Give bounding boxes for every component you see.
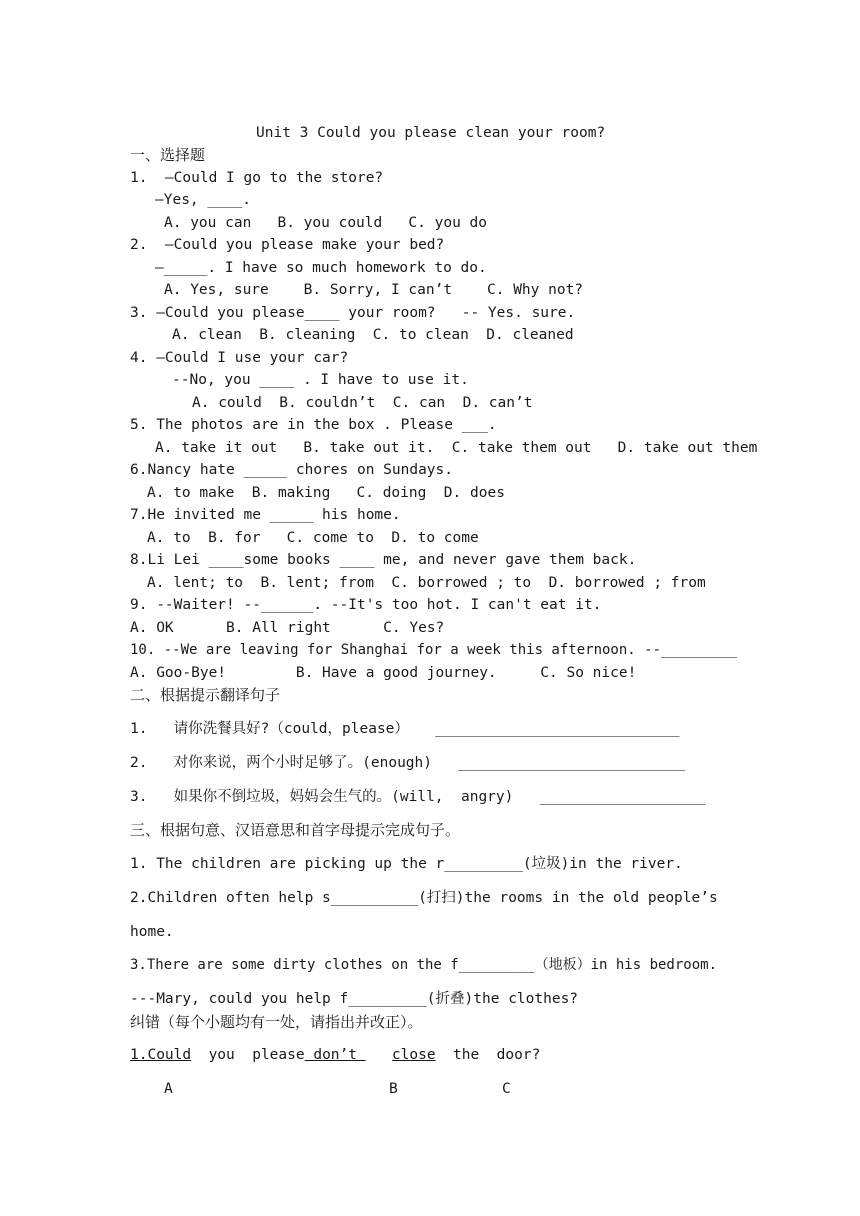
underlined-segment-a: 1.Could xyxy=(130,1047,192,1063)
options-line: A. you can B. you could C. you do xyxy=(164,215,488,231)
sentence-text: you please xyxy=(191,1047,305,1063)
question-line: 5. The photos are in the box . Please ___. xyxy=(130,417,497,433)
translation-item: 1. 请你洗餐具好?（could，please） ____________________________ xyxy=(130,721,680,737)
question-line: —Yes, ____. xyxy=(155,192,252,208)
question-line: 7.He invited me _____ his home. xyxy=(130,507,401,523)
options-line: A. Yes, sure B. Sorry, I can’t C. Why not? xyxy=(164,282,584,298)
question-line: 1. —Could I go to the store? xyxy=(130,170,384,186)
question-line: 9. --Waiter! --______. --It's too hot. I can't eat it. xyxy=(130,597,602,613)
underlined-segment-b: don’t xyxy=(304,1047,366,1063)
section-heading-multiple-choice: 一、选择题 xyxy=(130,146,206,164)
translation-item: 3. 如果你不倒垃圾，妈妈会生气的。(will, angry) ___________________ xyxy=(130,789,706,805)
question-line: 3. –Could you please____ your room? -- Yes. sure. xyxy=(130,305,576,321)
sentence-text: the door? xyxy=(435,1047,541,1063)
section-heading-translation: 二、根据提示翻译句子 xyxy=(130,686,281,704)
question-line: —_____. I have so much homework to do. xyxy=(155,260,487,276)
question-line: 8.Li Lei ____some books ____ me, and never gave them back. xyxy=(130,552,637,568)
segment-label-b: B xyxy=(389,1081,398,1097)
question-line: 4. –Could I use your car? xyxy=(130,350,349,366)
options-line: A. clean B. cleaning C. to clean D. cleaned xyxy=(172,327,574,343)
options-line: A. Goo-Bye! B. Have a good journey. C. So nice! xyxy=(130,665,637,681)
options-line: A. take it out B. take out it. C. take them out D. take out them xyxy=(155,440,758,456)
page-title: Unit 3 Could you please clean your room? xyxy=(256,125,606,141)
completion-item-continued: home. xyxy=(130,924,174,940)
segment-label-a: A xyxy=(164,1081,173,1097)
completion-item: 3.There are some dirty clothes on the f_________（地板）in his bedroom. xyxy=(130,957,718,973)
sentence-text xyxy=(366,1047,392,1063)
segment-label-c: C xyxy=(502,1081,511,1097)
error-correction-sentence xyxy=(130,1048,540,1063)
completion-item: ---Mary, could you help f_________(折叠)the clothes? xyxy=(130,991,579,1007)
options-line: A. to make B. making C. doing D. does xyxy=(147,485,505,501)
question-line: 6.Nancy hate _____ chores on Sundays. xyxy=(130,462,454,478)
completion-item: 1. The children are picking up the r_________(垃圾)in the river. xyxy=(130,856,683,872)
options-line: A. OK B. All right C. Yes? xyxy=(130,620,445,636)
options-line: A. to B. for C. come to D. to come xyxy=(147,530,479,546)
question-line: 2. —Could you please make your bed? xyxy=(130,237,445,253)
question-line: 10. --We are leaving for Shanghai for a week this afternoon. --_________ xyxy=(130,642,737,658)
completion-item: 2.Children often help s__________(打扫)the rooms in the old people’s xyxy=(130,890,718,906)
section-heading-completion: 三、根据句意、汉语意思和首字母提示完成句子。 xyxy=(130,821,461,839)
options-line: A. lent; to B. lent; from C. borrowed ; to D. borrowed ; from xyxy=(147,575,706,591)
translation-item: 2. 对你来说，两个小时足够了。(enough) __________________________ xyxy=(130,755,686,771)
question-line: --No, you ____ . I have to use it. xyxy=(172,372,469,388)
section-heading-error-correction: 纠错（每个小题均有一处，请指出并改正）。 xyxy=(130,1013,423,1031)
underlined-segment-c: close xyxy=(391,1047,436,1063)
options-line: A. could B. couldn’t C. can D. can’t xyxy=(192,395,533,411)
